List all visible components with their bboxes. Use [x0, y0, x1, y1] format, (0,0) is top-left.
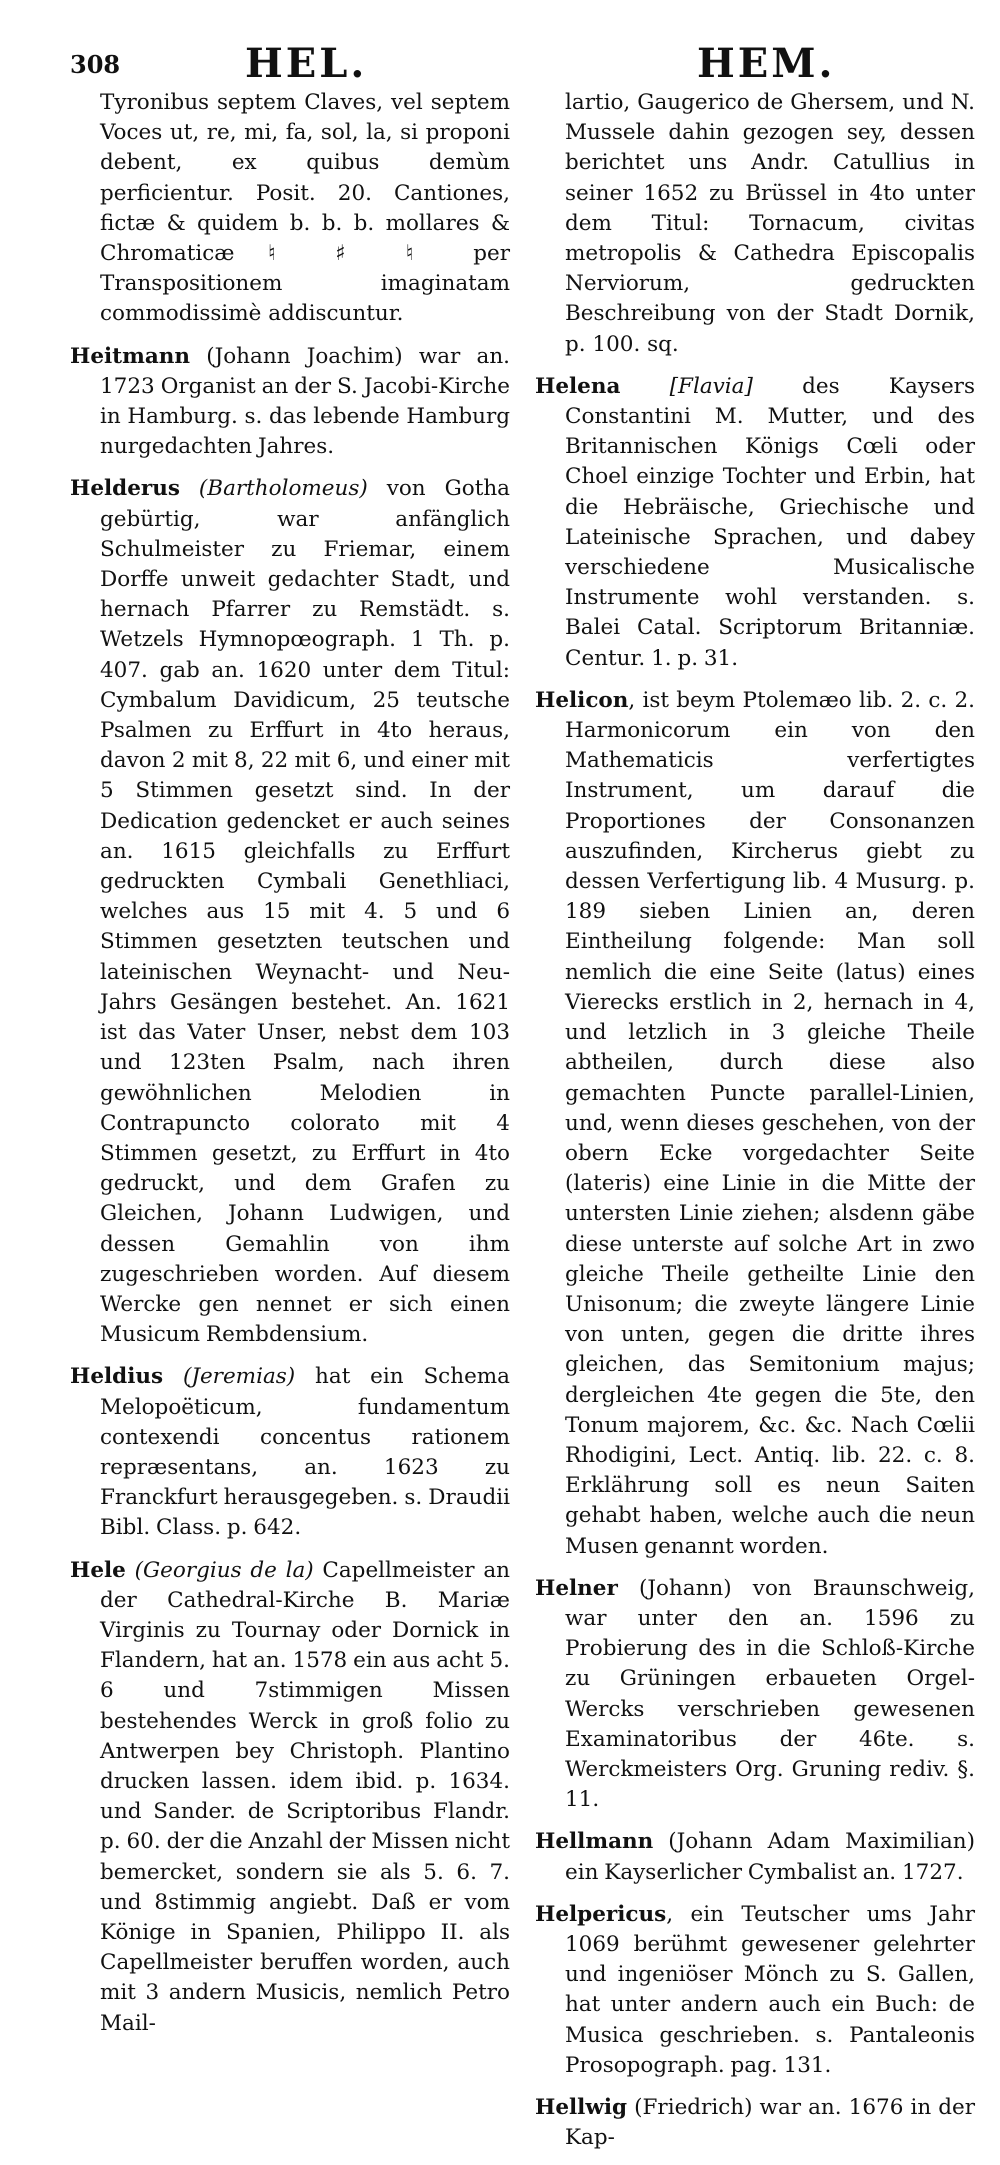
entry-hellmann — [535, 1827, 975, 1887]
entry-text: des Kaysers Constantini M. Mutter, und des Britannischen Königs Cœli oder Choel einzige Tochter und Erbin, hat die Hebräische, Griechische und Lateinische Sprachen, und dabey verschiedene Musicalische Instrumente wohl verstanden. s. Balei Catal. Scriptorum Britanniæ. Centur. 1. p. 31. — [565, 373, 975, 671]
entry-text: von Gotha gebürtig, war anfänglich Schulmeister zu Friemar, einem Dorffe unweit gedachter Stadt, und hernach Pfarrer zu Remstädt. s. Wetzels Hymnopœograph. 1 Th. p. 407. gab an. 1620 unter dem Titul: Cymbalum Davidicum, 25 teutsche Psalmen zu Erffurt in 4to heraus, davon 2 mit 8, 22 mit 6, und einer mit 5 Stimmen gesetzt sind. In der Dedication gedencket er auch seines an. 1615 gleichfalls zu Erffurt gedruckten Cymbali Genethliaci, welches aus 15 mit 4. 5 und 6 Stimmen gesetzten teutschen und lateinischen Weynacht- und Neu-Jahrs Gesängen bestehet. An. 1621 ist das Vater Unser, nebst dem 103 und 123ten Psalm, nach ihren gewöhnlichen Melodien in Contrapuncto colorato mit 4 Stimmen gesetzt, zu Erffurt in 4to gedruckt, und dem Grafen zu Gleichen, Johann Ludwigen, und dessen Gemahlin von ihm zugeschrieben worden. Auf diesem Wercke gen nennet er sich einen Musicum Rembdensium. — [100, 476, 511, 1348]
entry-headword: Hellwig — [535, 2095, 628, 2120]
entry-helderus — [70, 474, 510, 1350]
right-running-head: HEM. — [697, 40, 836, 87]
entry-headword: Helpericus — [535, 1901, 667, 1927]
entry-heitmann — [70, 342, 510, 463]
entry-hele — [70, 1556, 510, 2039]
left-column — [70, 88, 510, 2051]
entry-helner — [535, 1574, 975, 1816]
entry-heldius — [70, 1362, 510, 1543]
entry-text: (Friedrich) war an. 1676 in der Kap- — [565, 2095, 975, 2151]
entry-italic-name: (Bartholomeus) — [198, 476, 368, 502]
entry-headword: Helicon — [535, 687, 629, 713]
entry-headword: Hellmann — [535, 1829, 654, 1855]
entry-hellwig — [535, 2093, 975, 2153]
entry-helicon — [535, 686, 975, 1562]
continuation-text: lartio, Gaugerico de Ghersem, und N. Mussele dahin gezogen sey, dessen berichtet uns Andr. Catullius in seiner 1652 zu Brüssel in 4to unter dem Titul: Tornacum, civitas metropolis & Cathedra Episcopalis Nerviorum, gedruckten Beschreibung von der Stadt Dornik, p. 100. sq. — [565, 90, 975, 357]
right-column — [535, 88, 975, 2165]
entry-italic-name: (Jeremias) — [182, 1364, 296, 1390]
entry-helpericus — [535, 1900, 975, 2081]
left-running-head: HEL. — [245, 40, 368, 87]
entry-text: , ein Teutscher ums Jahr 1069 berühmt gewesener gelehrter und ingeniöser Mönch zu S. Gallen, hat unter andern auch ein Buch: de Musica geschrieben. s. Pantaleonis Prosopograph. pag. 131. — [565, 1901, 975, 2078]
entry-italic-name: [Flavia] — [669, 373, 753, 399]
entry-text: (Johann) von Braunschweig, war unter den an. 1596 zu Probierung des in die Schloß-Kirche zu Grüningen erbaueten Orgel-Wercks verschrieben gewesenen Examinatoribus der 46te. s. Werckmeisters Org. Gruning rediv. §. 11. — [565, 1575, 975, 1813]
continuation-text: Tyronibus septem Claves, vel septem Voces ut, re, mi, fa, sol, la, si proponi debent, ex quibus demùm perficientur. Posit. 20. Cantiones, fictæ & quidem b. b. b. mollares & Chromaticæ ♮ ♯ ♮ per Transpositionem imaginatam commodissimè addiscuntur. — [100, 90, 510, 327]
entry-headword: Heitmann — [70, 343, 191, 369]
page-number: 308 — [70, 50, 121, 79]
entry-italic-name: (Georgius de la) — [134, 1557, 314, 1583]
entry-text: (Johann Joachim) war an. 1723 Organist an der S. Jacobi-Kirche in Hamburg. s. das lebende Hamburg nurgedachten Jahres. — [100, 343, 510, 460]
entry-headword: Helner — [535, 1575, 618, 1601]
entry-text: Capellmeister an der Cathedral-Kirche B. Mariæ Virginis zu Tournay oder Dornick in Flandern, hat an. 1578 ein aus acht 5. 6 und 7stimmigen Missen bestehendes Werck in groß folio zu Antwerpen bey Christoph. Plantino drucken lassen. idem ibid. p. 1634. und Sander. de Scriptoribus Flandr. p. 60. der die Anzahl der Missen nicht bemercket, sondern sie als 5. 6. 7. und 8stimmig angiebt. Daß er vom Könige in Spanien, Philippo II. als Capellmeister beruffen worden, auch mit 3 andern Musicis, nemlich Petro Mail- — [100, 1557, 510, 2036]
entry-headword: Hele — [70, 1557, 126, 1583]
entry-text: , ist beym Ptolemæo lib. 2. c. 2. Harmonicorum ein von den Mathematicis verfertigtes Instrument, um darauf die Proportiones der Consonanzen auszufinden, Kircherus giebt zu dessen Verfertigung lib. 4 Musurg. p. 189 sieben Linien an, deren Eintheilung folgende: Man soll nemlich die eine Seite (latus) eines Vierecks erstlich in 2, hernach in 4, und letzlich in 3 gleiche Theile abtheilen, durch diese also gemachten Puncte parallel-Linien, und, wenn dieses geschehen, von der obern Ecke vorgedachter Seite (lateris) eine Linie in die Mitte der untersten Linie ziehen; alsdenn gäbe diese unterste auf solche Art in zwo gleiche Theile getheilte Linie den Unisonum; die zweyte längere Linie von unten, gegen die dritte ihres gleichen, das Semitonium majus; dergleichen 4te gegen die 5te, den Tonum majorem, &c. &c. Nach Cœlii Rhodigini, Lect. Antiq. lib. 22. c. 8. Erklährung soll es neun Saiten gehabt haben, welche auch die neun Musen genannt worden. — [565, 687, 975, 1559]
entry-text: hat ein Schema Melopoëticum, fundamentum contexendi concentus rationem repræsentans, an. 1623 zu Franckfurt herausgegeben. s. Draudii Bibl. Class. p. 642. — [100, 1364, 510, 1541]
entry-text: (Johann Adam Maximilian) ein Kayserlicher Cymbalist an. 1727. — [565, 1829, 975, 1885]
entry-headword: Helena — [535, 373, 621, 399]
entry-headword: Heldius — [70, 1364, 164, 1390]
entry-helena — [535, 372, 975, 674]
entry-headword: Helderus — [70, 476, 180, 502]
